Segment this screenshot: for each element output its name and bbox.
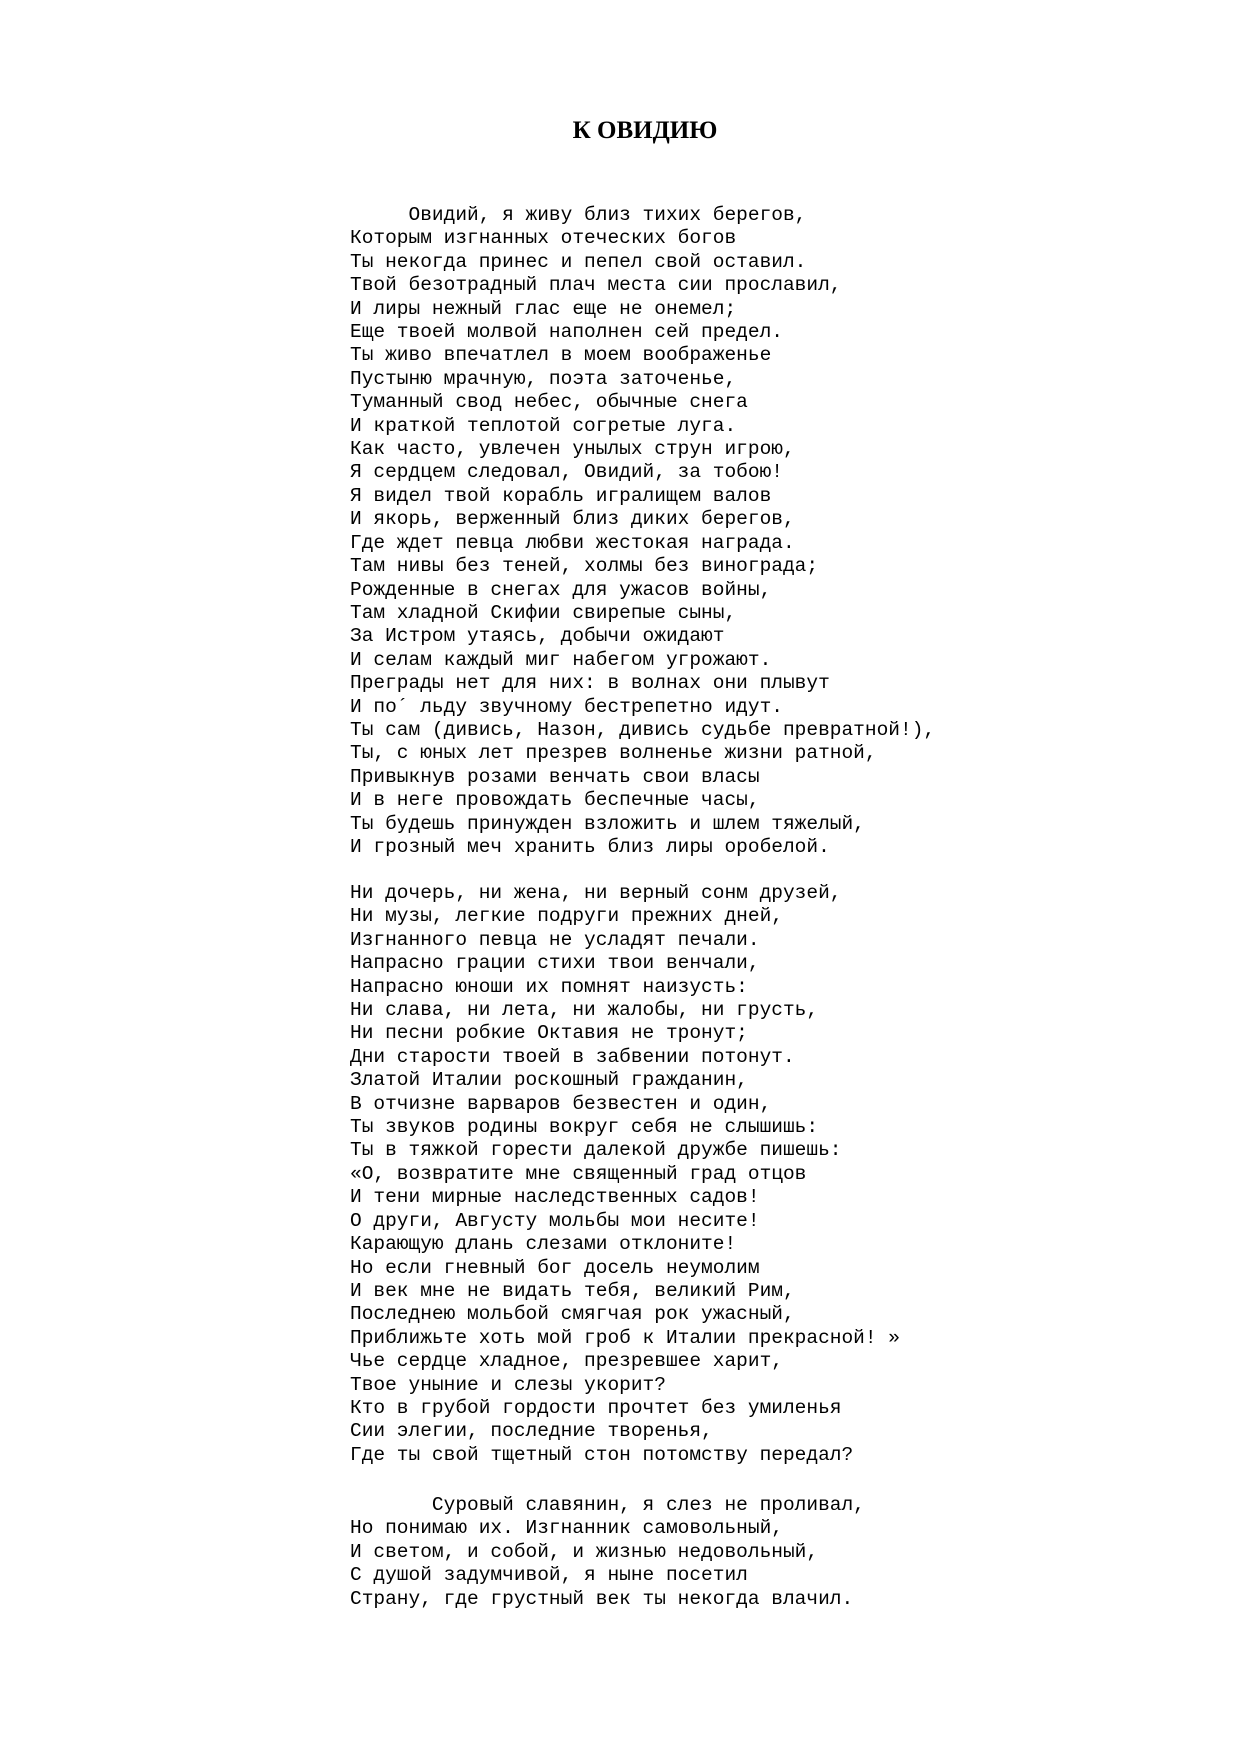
poem-line: Рожденные в снегах для ужасов войны, [350, 578, 772, 601]
poem-line: Еще твоей молвой наполнен сей предел. [350, 321, 783, 344]
stanza-2 [350, 882, 1230, 1467]
poem-line: Ты звуков родины вокруг себя не слышишь: [350, 1116, 819, 1139]
poem-line: И краткой теплотой согретые луга. [350, 414, 737, 437]
poem-line: И по´ льду звучному бестрепетно идут. [350, 695, 783, 718]
stanza-1 [350, 204, 1230, 859]
poem-line: Но если гневный бог досель неумолим [350, 1256, 760, 1279]
poem-line: Напрасно юноши их помнят наизусть: [350, 975, 748, 998]
poem-line: Которым изгнанных отеческих богов [350, 227, 737, 250]
poem-line: Напрасно грации стихи твои венчали, [350, 952, 760, 975]
poem-line: Дни старости твоей в забвении потонут. [350, 1045, 795, 1068]
poem-line: Ты некогда принес и пепел свой оставил. [350, 250, 807, 273]
poem-line: И тени мирные наследственных садов! [350, 1186, 760, 1209]
poem-line: Я видел твой корабль игралищем валов [350, 484, 772, 507]
poem-line: Чье сердце хладное, презревшее харит, [350, 1350, 783, 1373]
poem-line: Где ты свой тщетный стон потомству передал? [350, 1443, 854, 1466]
stanza-3 [350, 1494, 1230, 1611]
poem-line: Сии элегии, последние творенья, [350, 1420, 713, 1443]
poem-line: И грозный меч хранить близ лиры оробелой. [350, 835, 830, 858]
poem-line: Пустыню мрачную, поэта заточенье, [350, 367, 737, 390]
poem-line: «О, возвратите мне священный град отцов [350, 1162, 807, 1185]
poem-line: Ты живо впечатлел в моем воображенье [350, 344, 772, 367]
poem-line: Ты будешь принужден взложить и шлем тяжелый, [350, 812, 865, 835]
poem-line: Ты сам (дивись, Назон, дивись судьбе превратной!), [350, 718, 936, 741]
poem-line: Твое уныние и слезы укорит? [350, 1373, 666, 1396]
poem-line: Суровый славянин, я слез не проливал, [350, 1494, 865, 1516]
poem-line: Овидий, я живу близ тихих берегов, [350, 204, 807, 226]
poem-line: Туманный свод небес, обычные снега [350, 391, 748, 414]
poem-line: Привыкнув розами венчать свои власы [350, 765, 760, 788]
poem-line: О други, Августу мольбы мои несите! [350, 1209, 760, 1232]
poem-line: И светом, и собой, и жизнью недовольный, [350, 1540, 819, 1563]
poem-line: Там нивы без теней, холмы без винограда; [350, 555, 819, 578]
poem-line: Ты в тяжкой горести далекой дружбе пишешь: [350, 1139, 842, 1162]
poem-title: К ОВИДИЮ [572, 117, 718, 144]
poem-line: Я сердцем следовал, Овидий, за тобою! [350, 461, 783, 484]
poem-line: За Истром утаясь, добычи ожидают [350, 625, 725, 648]
poem-line: Страну, где грустный век ты некогда влачил. [350, 1587, 854, 1610]
poem-line: Ни слава, ни лета, ни жалобы, ни грусть, [350, 999, 819, 1022]
poem-line: Последнею мольбой смягчая рок ужасный, [350, 1303, 795, 1326]
poem-line: Ни музы, легкие подруги прежних дней, [350, 905, 783, 928]
poem-line: Преграды нет для них: в волнах они плывут [350, 672, 830, 695]
poem-line: И в неге провождать беспечные часы, [350, 789, 760, 812]
poem-line: Там хладной Скифии свирепые сыны, [350, 601, 737, 624]
poem-line: Ты, с юных лет презрев волненье жизни ратной, [350, 742, 877, 765]
poem-line: Как часто, увлечен унылых струн игрою, [350, 438, 795, 461]
poem-line: Кто в грубой гордости прочтет без умиленья [350, 1396, 842, 1419]
poem-line: Твой безотрадный плач места сии прославил, [350, 274, 842, 297]
poem-line: Ни песни робкие Октавия не тронут; [350, 1022, 748, 1045]
poem-line: В отчизне варваров безвестен и один, [350, 1092, 772, 1115]
poem-line: Где ждет певца любви жестокая награда. [350, 531, 795, 554]
poem-line: Ни дочерь, ни жена, ни верный сонм друзей, [350, 882, 842, 904]
poem-line: И селам каждый миг набегом угрожают. [350, 648, 772, 671]
poem-line: Карающую длань слезами отклоните! [350, 1233, 737, 1256]
poem-line: И лиры нежный глас еще не онемел; [350, 297, 737, 320]
poem-line: Златой Италии роскошный гражданин, [350, 1069, 748, 1092]
poem-line: Изгнанного певца не усладят печали. [350, 928, 760, 951]
poem-line: И век мне не видать тебя, великий Рим, [350, 1279, 795, 1302]
poem-line: С душой задумчивой, я ныне посетил [350, 1564, 748, 1587]
poem-line: Но понимаю их. Изгнанник самовольный, [350, 1517, 783, 1540]
poem-line: И якорь, верженный близ диких берегов, [350, 508, 795, 531]
poem-line: Приближьте хоть мой гроб к Италии прекрасной! » [350, 1326, 900, 1349]
